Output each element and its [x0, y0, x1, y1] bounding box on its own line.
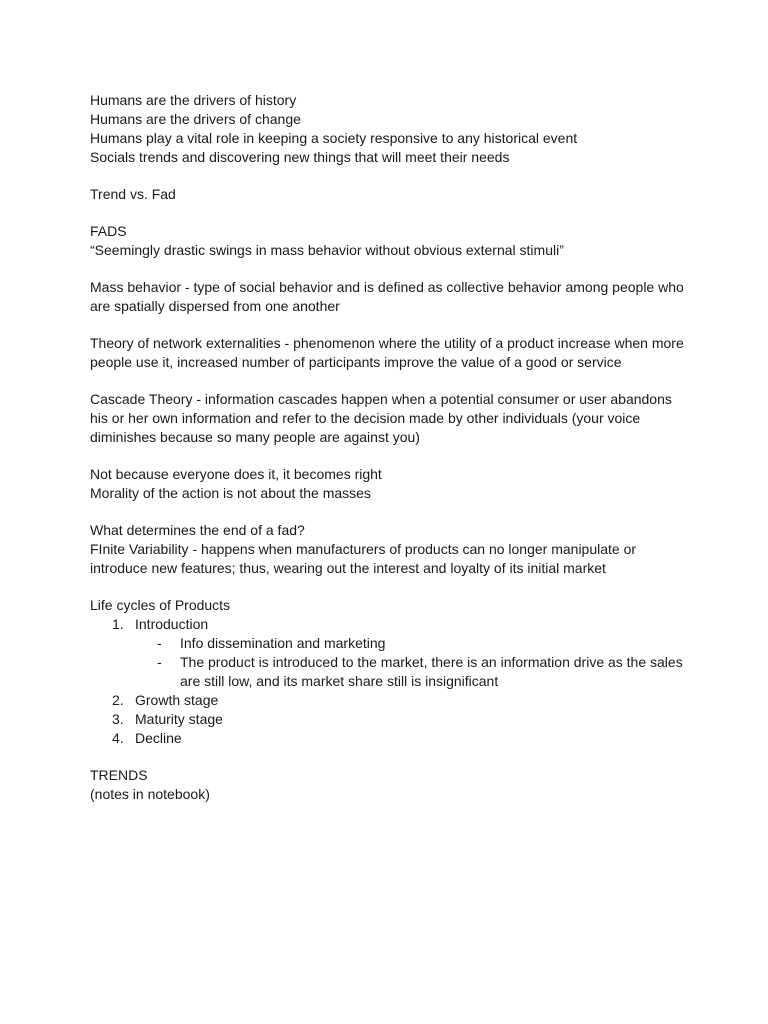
- spacer: [90, 578, 690, 596]
- spacer: [90, 167, 690, 185]
- spacer: [90, 447, 690, 465]
- morality-line: Not because everyone does it, it becomes right: [90, 466, 382, 482]
- list-number: 2.: [112, 692, 124, 708]
- list-item-label: Maturity stage: [135, 711, 223, 727]
- list-item-label: Growth stage: [135, 692, 219, 708]
- morality-block: [90, 465, 690, 503]
- list-number: 3.: [112, 711, 124, 727]
- trend-vs-fad-heading: Trend vs. Fad: [90, 186, 176, 202]
- intro-line: Socials trends and discovering new things that will meet their needs: [90, 149, 510, 165]
- end-of-fad-question: What determines the end of a fad?: [90, 522, 305, 538]
- sub-list-item: [90, 653, 690, 691]
- morality-line: Morality of the action is not about the masses: [90, 485, 371, 501]
- intro-line: Humans are the drivers of change: [90, 111, 301, 127]
- trends-note: (notes in notebook): [90, 786, 210, 802]
- sub-list-item: [90, 634, 690, 653]
- cascade-theory-definition: Cascade Theory - information cascades happen when a potential consumer or user abandons his or her own information and refer to the decision made by other individuals (your voice diminishes because so many people are against you): [90, 391, 672, 445]
- list-item-label: Decline: [135, 730, 182, 746]
- sub-list-item-text: Info dissemination and marketing: [180, 635, 386, 651]
- trends-heading: TRENDS: [90, 767, 148, 783]
- spacer: [90, 748, 690, 766]
- list-number: 1.: [112, 616, 124, 632]
- fads-heading: FADS: [90, 223, 127, 239]
- spacer: [90, 503, 690, 521]
- intro-line: Humans play a vital role in keeping a society responsive to any historical event: [90, 130, 578, 146]
- list-item: [90, 729, 690, 748]
- sub-list: [90, 634, 690, 691]
- finite-variability-definition: FInite Variability - happens when manufacturers of products can no longer manipulate or introduce new features; thus, wearing out the interest and loyalty of its initial market: [90, 541, 637, 576]
- dash-bullet: -: [157, 654, 162, 670]
- list-item: [90, 710, 690, 729]
- list-item: [90, 691, 690, 710]
- intro-block: [90, 91, 690, 167]
- network-externalities-definition: Theory of network externalities - phenomenon where the utility of a product increase when more people use it, increased number of participants improve the value of a good or service: [90, 335, 684, 370]
- fads-quote: “Seemingly drastic swings in mass behavior without obvious external stimuli”: [90, 242, 564, 258]
- list-item: [90, 615, 690, 691]
- life-cycles-heading: Life cycles of Products: [90, 597, 231, 613]
- sub-list-item-text: The product is introduced to the market, there is an information drive as the sales are still low, and its market share still is insignificant: [180, 654, 683, 689]
- spacer: [90, 204, 690, 222]
- intro-line: Humans are the drivers of history: [90, 92, 297, 108]
- spacer: [90, 316, 690, 334]
- list-number: 4.: [112, 730, 124, 746]
- life-cycles-list: [90, 615, 690, 748]
- list-item-label: Introduction: [135, 616, 209, 632]
- mass-behavior-definition: Mass behavior - type of social behavior and is defined as collective behavior among people who are spatially dispersed from one another: [90, 279, 684, 314]
- document-page: [90, 91, 690, 804]
- spacer: [90, 260, 690, 278]
- spacer: [90, 372, 690, 390]
- dash-bullet: -: [157, 635, 162, 651]
